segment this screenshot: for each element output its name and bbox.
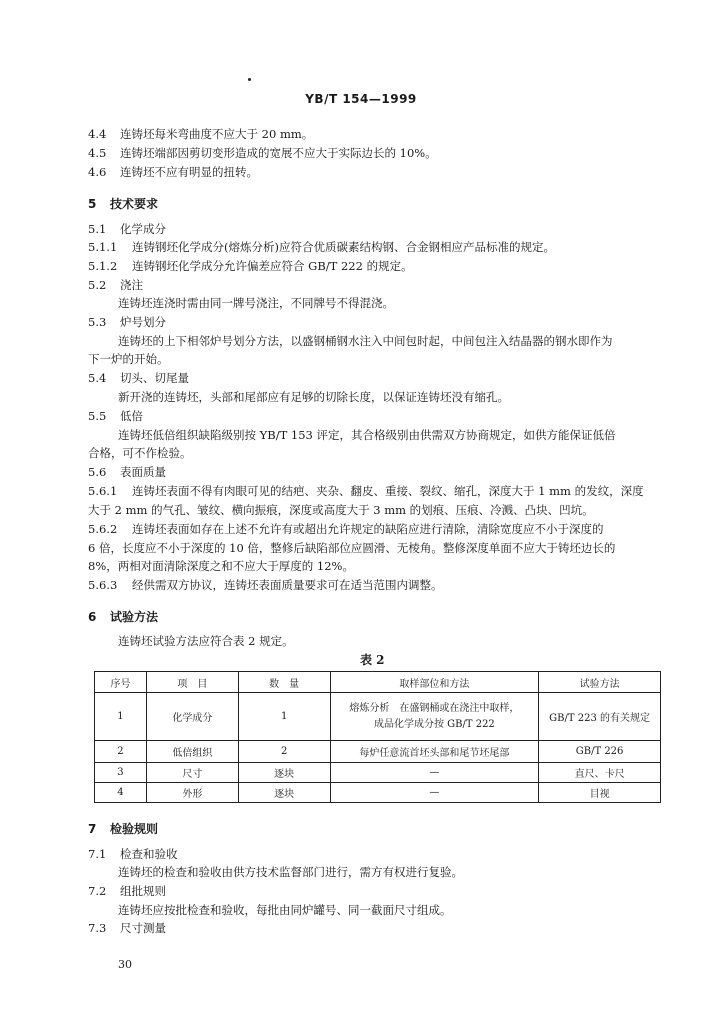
cell-no: 3: [95, 763, 147, 783]
col-header-qty: 数 量: [238, 672, 330, 693]
clause-4-4: 4.4 连铸坯每米弯曲度不应大于 20 mm。: [88, 127, 314, 141]
col-header-item: 项 目: [146, 672, 238, 693]
table-row: [95, 693, 661, 741]
clause-5-6-3: 5.6.3 经供需双方协议，连铸坯表面质量要求可在适当范围内调整。: [88, 578, 443, 592]
cell-item: 化学成分: [146, 693, 238, 741]
clause-5-6: 5.6 表面质量: [88, 465, 166, 479]
table-row: [95, 763, 661, 783]
table-header-row: [95, 672, 661, 693]
standard-header: YB/T 154—1999: [305, 92, 417, 106]
cell-no: 2: [95, 741, 147, 763]
col-header-no: 序号: [95, 672, 147, 693]
cell-sampling: 每炉任意流首坯头部和尾节坯尾部: [330, 741, 539, 763]
cell-sampling-line-2: 成品化学成分按 GB/T 222: [373, 718, 495, 730]
clause-5-3: 5.3 炉号划分: [88, 315, 166, 329]
cell-no: 1: [95, 693, 147, 741]
clause-5-6-1-cont: 大于 2 mm 的气孔、皱纹、横向振痕，深度或高度大于 3 mm 的划痕、压痕、冷溅、凸块、凹坑。: [88, 503, 594, 517]
table-row: [95, 783, 661, 803]
clause-7-1-body: 连铸坯的检查和验收由供方技术监督部门进行，需方有权进行复验。: [118, 865, 463, 879]
cell-sampling: —: [330, 783, 539, 803]
clause-5-4: 5.4 切头、切尾量: [88, 371, 189, 385]
clause-5-5-body: 连铸坯低倍组织缺陷级别按 YB/T 153 评定，其合格级别由供需双方协商规定，如供方能保证低倍: [118, 428, 616, 442]
section-6-heading: 6 试验方法: [88, 610, 159, 624]
clause-5-5: 5.5 低倍: [88, 409, 143, 423]
clause-4-6: 4.6 连铸坯不应有明显的扭转。: [88, 165, 258, 179]
section-5-heading: 5 技术要求: [88, 197, 159, 211]
col-header-sampling: 取样部位和方法: [330, 672, 539, 693]
clause-5-3-body: 连铸坯的上下相邻炉号划分方法，以盛钢桶钢水注入中间包时起，中间包注入结晶器的钢水即作为: [118, 334, 613, 348]
cell-qty: 逐块: [238, 783, 330, 803]
clause-5-6-1: 5.6.1 连铸坯表面不得有肉眼可见的结疤、夹杂、翻皮、重接、裂纹、缩孔，深度大于 1 mm 的发纹，深度: [88, 484, 644, 498]
cell-qty: 逐块: [238, 763, 330, 783]
clause-5-2: 5.2 浇注: [88, 278, 143, 292]
test-methods-table: [94, 671, 661, 803]
clause-7-2-body: 连铸坯应按批检查和验收，每批由同炉罐号、同一截面尺寸组成。: [118, 903, 452, 917]
page-number: 30: [118, 958, 132, 971]
clause-5-6-2-cont2: 8%，两相对面清除深度之和不应大于厚度的 12%。: [88, 559, 354, 573]
cell-method: GB/T 223 的有关规定: [539, 693, 661, 741]
clause-5-1-1: 5.1.1 连铸钢坯化学成分(熔炼分析)应符合优质碳素结构钢、合金钢相应产品标准的规定。: [88, 240, 555, 254]
cell-no: 4: [95, 783, 147, 803]
cell-method: 目视: [539, 783, 661, 803]
clause-7-2: 7.2 组批规则: [88, 884, 166, 898]
cell-item: 低倍组织: [146, 741, 238, 763]
cell-item: 外形: [146, 783, 238, 803]
scan-speck: [248, 78, 251, 81]
clause-5-4-body: 新开浇的连铸坯，头部和尾部应有足够的切除长度，以保证连铸坯没有缩孔。: [118, 390, 509, 404]
table-row: [95, 741, 661, 763]
cell-qty: 1: [238, 693, 330, 741]
clause-4-5: 4.5 连铸坯端部因剪切变形造成的宽展不应大于实际边长的 10%。: [88, 146, 437, 160]
clause-7-3: 7.3 尺寸测量: [88, 921, 166, 935]
table-caption: 表 2: [360, 653, 385, 667]
clause-5-6-2-cont: 6 倍，长度应不小于深度的 10 倍，整修后缺陷部位应圆滑、无棱角。整修深度单面不应大于铸坯边长的: [88, 541, 616, 555]
clause-5-1-2: 5.1.2 连铸钢坯化学成分允许偏差应符合 GB/T 222 的规定。: [88, 259, 413, 273]
section-7-heading: 7 检验规则: [88, 822, 159, 836]
clause-5-6-2: 5.6.2 连铸坯表面如存在上述不允许有或超出允许规定的缺陷应进行清除，清除宽度应不小于深度的: [88, 522, 604, 536]
cell-sampling: [330, 693, 539, 741]
col-header-method: 试验方法: [539, 672, 661, 693]
clause-5-5-body-cont: 合格，可不作检验。: [88, 446, 192, 460]
cell-qty: 2: [238, 741, 330, 763]
clause-7-1: 7.1 检查和验收: [88, 847, 178, 861]
cell-sampling-line-1: 熔炼分析 在盛钢桶或在浇注中取样，: [349, 702, 520, 714]
clause-5-3-body-cont: 下一炉的开始。: [88, 352, 169, 366]
cell-method: GB/T 226: [539, 741, 661, 763]
cell-item: 尺寸: [146, 763, 238, 783]
clause-5-1: 5.1 化学成分: [88, 222, 166, 236]
cell-method: 直尺、卡尺: [539, 763, 661, 783]
clause-5-2-body: 连铸坯连浇时需由同一牌号浇注，不同牌号不得混浇。: [118, 296, 394, 310]
cell-sampling: —: [330, 763, 539, 783]
clause-6-body: 连铸坯试验方法应符合表 2 规定。: [118, 634, 294, 648]
